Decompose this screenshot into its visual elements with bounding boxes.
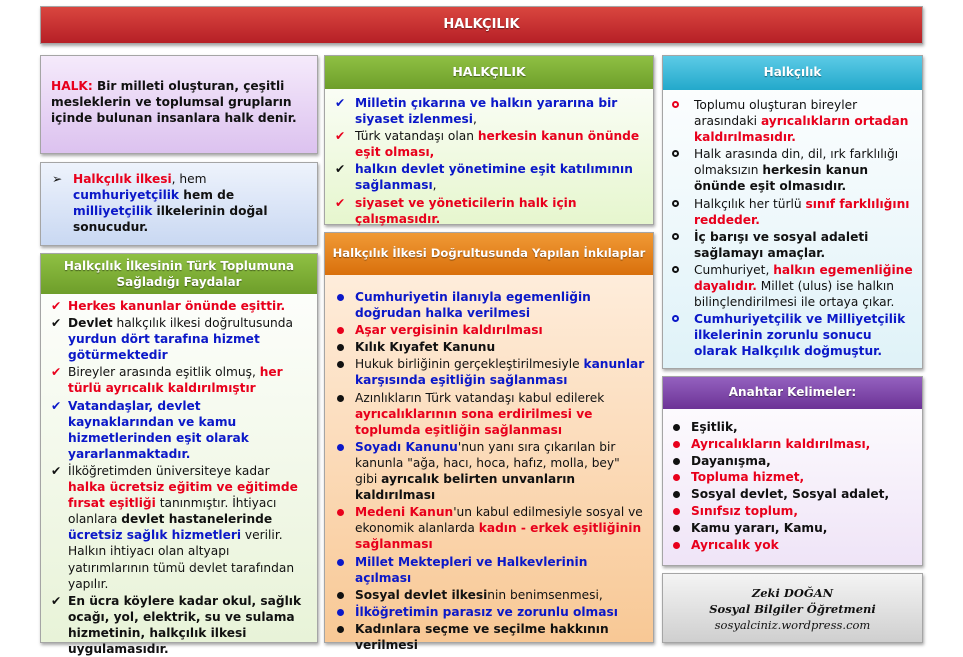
reform-text: Medeni Kanun <box>355 505 454 520</box>
bullet-dot-icon <box>337 626 344 633</box>
bullet-dot-icon <box>337 395 344 402</box>
bullet-circle-icon <box>672 150 679 157</box>
arrow-bullet-icon: ➢ <box>52 172 63 186</box>
check-icon: ✔ <box>335 96 346 110</box>
nature-text-4: hem de <box>179 188 235 203</box>
nature-text-6: ilkelerinin doğal sonucudur. <box>73 204 268 235</box>
list-item <box>335 390 645 438</box>
list-item <box>671 486 916 503</box>
reforms-list <box>325 275 653 653</box>
bullet-circle-icon <box>672 315 679 322</box>
reform-text: Kadınlara seçme ve seçilme hakkının verilmesi <box>355 621 609 652</box>
benefits-header <box>41 254 317 294</box>
bullet-dot-icon <box>337 444 344 451</box>
benefits-box <box>40 253 318 656</box>
bullet-dot-icon <box>337 327 344 334</box>
list-item <box>335 621 645 653</box>
keyword-text: Eşitlik, <box>691 420 738 434</box>
nature-text-1: Halkçılık ilkesi <box>73 172 172 186</box>
list-item <box>671 97 916 145</box>
bullet-dot-icon <box>337 294 344 301</box>
list-item <box>671 196 916 228</box>
reform-text: Sosyal devlet ilkesi <box>355 587 488 602</box>
definition-text: siyaset ve yöneticilerin halk için çalışmasıdır. <box>355 195 577 226</box>
reform-text: 'nun yanı sıra çıkarılan bir kanunla "ağa, hacı, hoca, hafız, molla, bey" gibi <box>355 439 620 487</box>
keyword-text: Dayanışma, <box>691 453 771 468</box>
bullet-dot-icon <box>673 474 680 481</box>
benefit-text: Herkes kanunlar önünde eşittir. <box>68 299 286 313</box>
benefit-text: Devlet <box>68 316 113 331</box>
bullet-dot-icon <box>337 344 344 351</box>
nature-text-2: , hem <box>171 172 207 186</box>
bullet-dot-icon <box>673 458 680 465</box>
definition-text: Milletin çıkarına ve halkın yararına bir siyaset izlenmesi <box>355 96 618 127</box>
nature-text-5: milliyetçilik <box>73 204 153 219</box>
reform-text: ayrıcalık belirten unvanların kaldırılması <box>355 472 576 503</box>
halk-definition-box <box>40 55 318 154</box>
features-list <box>663 90 922 360</box>
reform-text: Hukuk birliğinin gerçekleştirilmesiyle <box>355 357 584 372</box>
feature-text: Cumhuriyetçilik ve Milliyetçilik ilkelerinin zorunlu sonucu olarak Halkçılık doğmuştur. <box>694 312 906 359</box>
bullet-dot-icon <box>337 509 344 516</box>
feature-text: Toplumu oluşturan bireyler arasındaki <box>694 98 858 129</box>
feature-text: İç barışı ve sosyal adaleti sağlamayı amaçlar. <box>694 229 869 260</box>
halkcilik-features-box <box>662 55 923 369</box>
halkcilik-definition-list <box>325 89 653 227</box>
author-credit-box <box>662 573 923 643</box>
bullet-dot-icon <box>337 592 344 599</box>
reform-text: 'un kabul edilmesiyle sosyal ve ekonomik alanlarda <box>355 505 643 536</box>
feature-text: herkesin kanun önünde eşit olmasıdır. <box>694 163 869 194</box>
check-icon: ✔ <box>51 398 62 413</box>
benefits-title: Halkçılık İlkesinin Türk Toplumuna Sağladığı Faydalar <box>63 258 295 289</box>
list-item <box>51 364 309 396</box>
check-icon: ✔ <box>335 129 346 144</box>
benefit-text: En ücra köylere kadar okul, sağlık ocağı, yol, elektrik, su ve sulama hizmetinin, halkçılık ilkesi uygulamasıdır. <box>68 593 302 656</box>
check-icon: ✔ <box>51 593 62 608</box>
halk-definition: Bir milleti oluşturan, çeşitli mesleklerin ve toplumsal grupların içinde bulunan insanlara halk denir. <box>51 79 297 126</box>
keyword-text: Sosyal devlet, Sosyal adalet, <box>691 487 890 502</box>
page-title-bar <box>40 6 923 44</box>
reform-text: ayrıcalıklarının sona erdirilmesi ve toplumda eşitliğin sağlanması <box>355 406 593 437</box>
keywords-title: Anahtar Kelimeler: <box>728 385 857 400</box>
list-item <box>671 419 916 436</box>
list-item <box>51 463 309 592</box>
benefit-text: her türlü ayrıcalık kaldırılmıştır <box>68 365 283 396</box>
bullet-dot-icon <box>673 542 680 549</box>
list-item <box>335 356 645 388</box>
list-item <box>671 311 916 359</box>
benefits-list <box>41 294 317 657</box>
list-item <box>51 298 309 314</box>
list-item <box>671 262 916 310</box>
benefit-text: halkçılık ilkesi doğrultusunda <box>112 316 293 331</box>
definition-text: herkesin kanun önünde eşit olması, <box>355 129 640 160</box>
feature-text: halkın egemenliğine dayalıdır. <box>694 262 913 294</box>
list-item <box>51 315 309 363</box>
reform-text: Cumhuriyetin ilanıyla egemenliğin doğrudan halka verilmesi <box>355 290 591 321</box>
keyword-text: Ayrıcalıkların kaldırılması, <box>691 436 871 451</box>
feature-text: Millet (ulus) ise halkın bilinçlendirilmesi ile ortaya çıkar. <box>694 279 895 310</box>
bullet-dot-icon <box>673 424 680 431</box>
bullet-circle-icon <box>672 101 679 108</box>
halkcilik-nature-box <box>40 162 318 246</box>
feature-text: Halkçılık her türlü <box>694 196 806 211</box>
author-name: Zeki DOĞAN <box>751 586 834 600</box>
list-item <box>335 504 645 552</box>
feature-text: sınıf farklılığını reddeder. <box>694 196 910 227</box>
check-icon: ✔ <box>51 365 62 380</box>
benefit-text: yurdun dört tarafına hizmet götürmektedir <box>68 332 260 363</box>
benefit-text: İlköğretimden üniversiteye kadar <box>68 463 270 478</box>
keywords-list <box>663 409 922 554</box>
benefit-text: Vatandaşlar, devlet kaynaklarından ve kamu hizmetlerinden eşit olarak yararlanmaktadır. <box>68 398 249 461</box>
list-item <box>671 469 916 486</box>
list-item <box>671 520 916 537</box>
list-item <box>335 128 645 160</box>
list-item <box>335 339 645 355</box>
definition-text: Türk vatandaşı olan <box>355 129 478 144</box>
reform-text: nin benimsenmesi, <box>487 587 603 602</box>
reforms-header <box>325 233 653 275</box>
check-icon: ✔ <box>335 162 346 177</box>
reforms-box <box>324 232 654 652</box>
feature-text: Halk arasında din, dil, ırk farklılığı olmaksızın <box>694 147 899 178</box>
nature-text-3: cumhuriyetçilik <box>73 188 180 203</box>
bullet-dot-icon <box>673 441 680 448</box>
definition-text: halkın devlet yönetimine eşit katılımının sağlanması <box>355 162 633 193</box>
list-item <box>671 503 916 520</box>
features-header <box>663 56 922 90</box>
list-item <box>671 229 916 261</box>
halkcilik-definition-title: HALKÇILIK <box>452 64 526 80</box>
reform-text: kanunlar karşısında eşitliğin sağlanması <box>355 357 645 388</box>
benefit-text: devlet hastanelerinde <box>121 512 273 527</box>
bullet-dot-icon <box>337 361 344 368</box>
feature-text: Cumhuriyet, <box>694 262 774 277</box>
reform-text: İlköğretimin parasız ve zorunlu olması <box>355 604 618 619</box>
check-icon: ✔ <box>51 316 62 331</box>
list-item <box>335 195 645 227</box>
list-item <box>335 439 645 503</box>
bullet-circle-icon <box>672 233 679 240</box>
list-item <box>335 95 645 127</box>
halkcilik-definition-box <box>324 55 654 225</box>
benefit-text: tanınmıştır. İhtiyacı olanlara <box>68 496 277 527</box>
reforms-title: Halkçılık İlkesi Doğrultusunda Yapılan İnkılaplar <box>332 246 646 261</box>
list-item <box>335 289 645 321</box>
check-icon: ✔ <box>51 463 62 478</box>
bullet-dot-icon <box>337 609 344 616</box>
list-item <box>51 398 309 462</box>
keyword-text: Sınıfsız toplum, <box>691 504 798 519</box>
bullet-dot-icon <box>673 508 680 515</box>
keyword-text: Kamu yararı, Kamu, <box>691 520 828 535</box>
reform-text: Azınlıkların Türk vatandaşı kabul edilerek <box>355 390 605 405</box>
halkcilik-definition-header <box>325 56 653 89</box>
list-item <box>335 587 645 603</box>
bullet-dot-icon <box>337 559 344 566</box>
features-title: Halkçılık <box>763 65 822 80</box>
check-icon: ✔ <box>51 299 62 313</box>
check-icon: ✔ <box>335 195 346 210</box>
keywords-box <box>662 376 923 566</box>
reform-text: kadın - erkek eşitliğinin sağlanması <box>355 521 642 552</box>
bullet-circle-icon <box>672 266 679 273</box>
list-item <box>335 604 645 620</box>
list-item <box>671 436 916 453</box>
reform-text: Kılık Kıyafet Kanunu <box>355 340 496 355</box>
keyword-text: Topluma hizmet, <box>691 470 805 485</box>
author-site: sosyalciniz.wordpress.com <box>714 618 871 633</box>
list-item <box>335 161 645 193</box>
reform-text: Aşar vergisinin kaldırılması <box>355 323 543 338</box>
bullet-dot-icon <box>673 525 680 532</box>
list-item <box>335 322 645 338</box>
author-role: Sosyal Bilgiler Öğretmeni <box>709 602 876 617</box>
bullet-circle-icon <box>672 200 679 207</box>
keyword-text: Ayrıcalık yok <box>691 537 779 552</box>
list-item <box>51 593 309 657</box>
definition-text: , <box>432 178 437 193</box>
definition-text: , <box>472 112 477 127</box>
reform-text: Millet Mektepleri ve Halkevlerinin açılması <box>355 554 588 585</box>
benefit-text: verilir. Halkın ihtiyacı olan altyapı yatırımlarının tümü devlet tarafından yapılır. <box>68 528 295 591</box>
feature-text: ayrıcalıkların ortadan kaldırılmasıdır. <box>694 114 909 145</box>
keywords-header <box>663 377 922 409</box>
list-item <box>671 146 916 194</box>
list-item <box>671 453 916 470</box>
list-item <box>335 554 645 586</box>
halk-term: HALK: <box>51 79 93 93</box>
benefit-text: Bireyler arasında eşitlik olmuş, <box>68 365 260 380</box>
benefit-text: ücretsiz sağlık hizmetleri <box>68 528 242 543</box>
benefit-text: halka ücretsiz eğitim ve eğitimde fırsat eşitliği <box>68 480 298 511</box>
list-item <box>671 537 916 554</box>
reform-text: Soyadı Kanunu <box>355 439 458 454</box>
bullet-dot-icon <box>673 491 680 498</box>
page-title: HALKÇILIK <box>443 17 520 33</box>
